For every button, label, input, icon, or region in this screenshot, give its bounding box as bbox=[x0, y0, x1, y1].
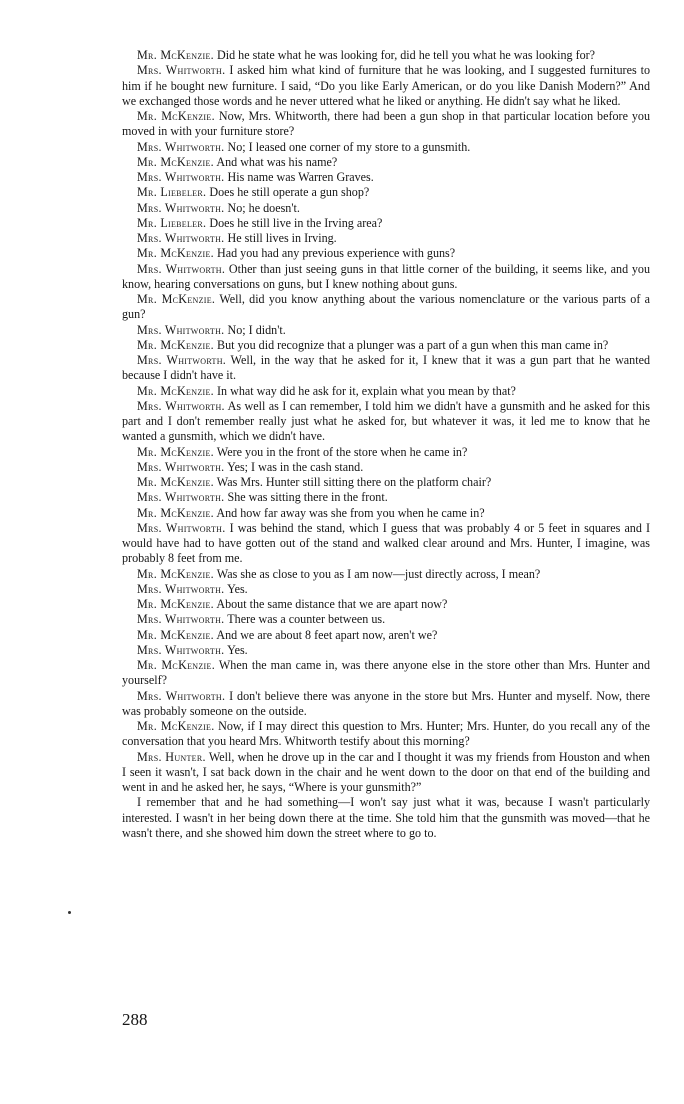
speaker-name: Mr. McKenzie. bbox=[137, 566, 214, 581]
speaker-name: Mr. McKenzie. bbox=[137, 337, 214, 352]
transcript-paragraph bbox=[122, 628, 650, 643]
transcript-paragraph bbox=[122, 795, 650, 841]
transcript-paragraph bbox=[122, 201, 650, 216]
transcript-paragraph bbox=[122, 216, 650, 231]
speaker-name: Mr. McKenzie. bbox=[137, 627, 214, 642]
speaker-name: Mr. McKenzie. bbox=[137, 597, 214, 611]
speaker-name: Mrs. Whitworth. bbox=[137, 612, 225, 627]
transcript-paragraph bbox=[122, 231, 650, 246]
speech-text: In what way did he ask for it, explain what you mean by that? bbox=[217, 383, 516, 398]
speaker-name: Mr. McKenzie. bbox=[137, 383, 214, 398]
speaker-name: Mr. McKenzie. bbox=[137, 475, 214, 489]
speaker-name: Mrs. Hunter. bbox=[137, 749, 206, 764]
speech-text: About the same distance that we are apart now? bbox=[216, 597, 448, 611]
speech-text: And how far away was she from you when he came in? bbox=[216, 505, 485, 520]
speaker-name: Mrs. Whitworth. bbox=[137, 353, 227, 367]
speech-text: Well, when he drove up in the car and I thought it was my friends from Houston and when I seen it wasn't, I sat back down in the chair and he went down to the door on that end of the building and went in and he asked her, he says, “Where is your gunsmith?” bbox=[122, 749, 651, 794]
speech-text: I was behind the stand, which I guess that was probably 4 or 5 feet in squares and I would have had to have gotten out of the stand and walked clear around and Mrs. Hunter, I imagine, was probably 8 feet from me. bbox=[122, 520, 651, 566]
speech-text: Does he still live in the Irving area? bbox=[209, 215, 383, 230]
speaker-name: Mr. McKenzie. bbox=[137, 719, 215, 733]
speech-text: Yes; I was in the cash stand. bbox=[227, 459, 364, 474]
speaker-name: Mrs. Whitworth. bbox=[137, 520, 226, 535]
speech-text: Was Mrs. Hunter still sitting there on the platform chair? bbox=[216, 475, 492, 489]
speaker-name: Mrs. Whitworth. bbox=[137, 642, 225, 657]
speech-text: His name was Warren Graves. bbox=[227, 170, 374, 184]
speaker-name: Mrs. Whitworth. bbox=[137, 231, 225, 245]
speech-text: Had you had any previous experience with guns? bbox=[217, 246, 456, 261]
speech-text: Were you in the front of the store when he came in? bbox=[216, 444, 468, 459]
speaker-name: Mr. McKenzie. bbox=[137, 154, 214, 169]
speaker-name: Mr. McKenzie. bbox=[137, 444, 214, 459]
speech-text: When the man came in, was there anyone else in the store other than Mrs. Hunter and yourself? bbox=[122, 658, 651, 688]
speech-text: She was sitting there in the front. bbox=[227, 490, 388, 505]
speaker-name: Mr. McKenzie. bbox=[137, 658, 216, 672]
transcript-paragraph bbox=[122, 140, 650, 155]
speaker-name: Mr. McKenzie. bbox=[137, 292, 216, 306]
speech-text: Yes. bbox=[227, 581, 248, 596]
transcript-paragraph bbox=[122, 445, 650, 460]
transcript-paragraph bbox=[122, 323, 650, 338]
speech-text: Yes. bbox=[227, 642, 248, 657]
speaker-name: Mrs. Whitworth. bbox=[137, 398, 225, 413]
transcript-paragraph bbox=[122, 475, 650, 490]
speech-text: There was a counter between us. bbox=[227, 612, 386, 627]
speaker-name: Mr. McKenzie. bbox=[137, 48, 214, 62]
speech-text: I don't believe there was anyone in the store but Mrs. Hunter and myself. Now, there was probably someone on the outside. bbox=[122, 688, 651, 718]
speaker-name: Mrs. Whitworth. bbox=[137, 139, 225, 154]
speech-text: As well as I can remember, I told him we didn't have a gunsmith and he asked for this part and I don't remember really just what he asked for, but whatever it was, it led me to know that he wanted a gunsmith, which we didn't have. bbox=[122, 398, 650, 444]
margin-mark bbox=[68, 911, 71, 914]
speech-text: And what was his name? bbox=[216, 154, 338, 169]
speech-text: Now, if I may direct this question to Mrs. Hunter; Mrs. Hunter, do you recall any of the conversation that you heard Mrs. Whitworth testify about this morning? bbox=[122, 719, 651, 749]
speech-text: No; I didn't. bbox=[227, 322, 286, 337]
speech-text: No; he doesn't. bbox=[227, 200, 300, 215]
speech-text: Well, did you know anything about the various nomenclature or the various parts of a gun? bbox=[122, 292, 651, 322]
speaker-name: Mrs. Whitworth. bbox=[137, 490, 225, 505]
speech-text: Now, Mrs. Whitworth, there had been a gun shop in that particular location before you moved in with your furniture store? bbox=[122, 109, 651, 139]
speech-text: And we are about 8 feet apart now, aren't we? bbox=[216, 627, 438, 642]
transcript-paragraph bbox=[122, 246, 650, 261]
speaker-name: Mrs. Whitworth. bbox=[137, 581, 225, 596]
transcript-paragraph bbox=[122, 490, 650, 505]
speech-text: Well, in the way that he asked for it, I knew that it was a gun part that he wanted because I didn't have it. bbox=[122, 353, 650, 383]
speech-text: I remember that and he had something—I won't say just what it was, because I wasn't particularly interested. I wasn't in her being down there at the time. She told him that the gunsmith was moved—that he wasn't there, and she showed him down the street where to go to. bbox=[122, 795, 650, 840]
speech-text: I asked him what kind of furniture that he was looking, and I suggested furnitures to him if he bought new furniture. I said, “Do you like Early American, or do you like Danish Modern?” And we exchanged those words and he never uttered what he liked or anything. He didn't say what he liked. bbox=[122, 63, 650, 108]
transcript-paragraph bbox=[122, 185, 650, 200]
speaker-name: Mrs. Whitworth. bbox=[137, 170, 225, 184]
speaker-name: Mrs. Whitworth. bbox=[137, 200, 225, 215]
speaker-name: Mrs. Whitworth. bbox=[137, 261, 226, 276]
transcript-paragraph bbox=[122, 582, 650, 597]
transcript-paragraph bbox=[122, 262, 650, 293]
speech-text: Does he still operate a gun shop? bbox=[209, 185, 370, 200]
transcript-paragraph bbox=[122, 292, 650, 323]
transcript-paragraph bbox=[122, 506, 650, 521]
speaker-name: Mrs. Whitworth. bbox=[137, 459, 225, 474]
transcript-paragraph bbox=[122, 521, 650, 567]
speaker-name: Mrs. Whitworth. bbox=[137, 322, 225, 337]
transcript-paragraph bbox=[122, 399, 650, 445]
transcript-paragraph bbox=[122, 109, 650, 140]
transcript-paragraph bbox=[122, 750, 650, 796]
transcript-paragraph bbox=[122, 597, 650, 612]
transcript-paragraph bbox=[122, 643, 650, 658]
transcript-paragraph bbox=[122, 170, 650, 185]
transcript-paragraph bbox=[122, 612, 650, 627]
speech-text: Was she as close to you as I am now—just directly across, I mean? bbox=[216, 566, 541, 581]
transcript-paragraph bbox=[122, 567, 650, 582]
speaker-name: Mr. McKenzie. bbox=[137, 246, 214, 261]
transcript-page bbox=[122, 48, 650, 841]
speaker-name: Mr. Liebeler. bbox=[137, 215, 207, 230]
transcript-paragraph bbox=[122, 460, 650, 475]
transcript-paragraph bbox=[122, 658, 650, 689]
speaker-name: Mr. McKenzie. bbox=[137, 109, 215, 123]
transcript-paragraph bbox=[122, 338, 650, 353]
transcript-paragraph bbox=[122, 63, 650, 109]
speaker-name: Mr. Liebeler. bbox=[137, 185, 207, 200]
transcript-paragraph bbox=[122, 689, 650, 720]
transcript-paragraph bbox=[122, 48, 650, 63]
speech-text: But you did recognize that a plunger was a part of a gun when this man came in? bbox=[217, 337, 609, 352]
page-number: 288 bbox=[122, 1010, 148, 1029]
speech-text: Other than just seeing guns in that little corner of the building, it seems like, and you know, hearing conversations on guns, but I knew nothing about guns. bbox=[122, 261, 650, 291]
speaker-name: Mrs. Whitworth. bbox=[137, 688, 226, 703]
transcript-paragraph bbox=[122, 384, 650, 399]
speech-text: Did he state what he was looking for, did he tell you what he was looking for? bbox=[217, 48, 596, 62]
transcript-paragraph bbox=[122, 353, 650, 384]
speech-text: He still lives in Irving. bbox=[227, 231, 337, 245]
speaker-name: Mrs. Whitworth. bbox=[137, 63, 226, 78]
speech-text: No; I leased one corner of my store to a gunsmith. bbox=[227, 139, 471, 154]
speaker-name: Mr. McKenzie. bbox=[137, 505, 214, 520]
transcript-paragraph bbox=[122, 719, 650, 750]
transcript-paragraph bbox=[122, 155, 650, 170]
